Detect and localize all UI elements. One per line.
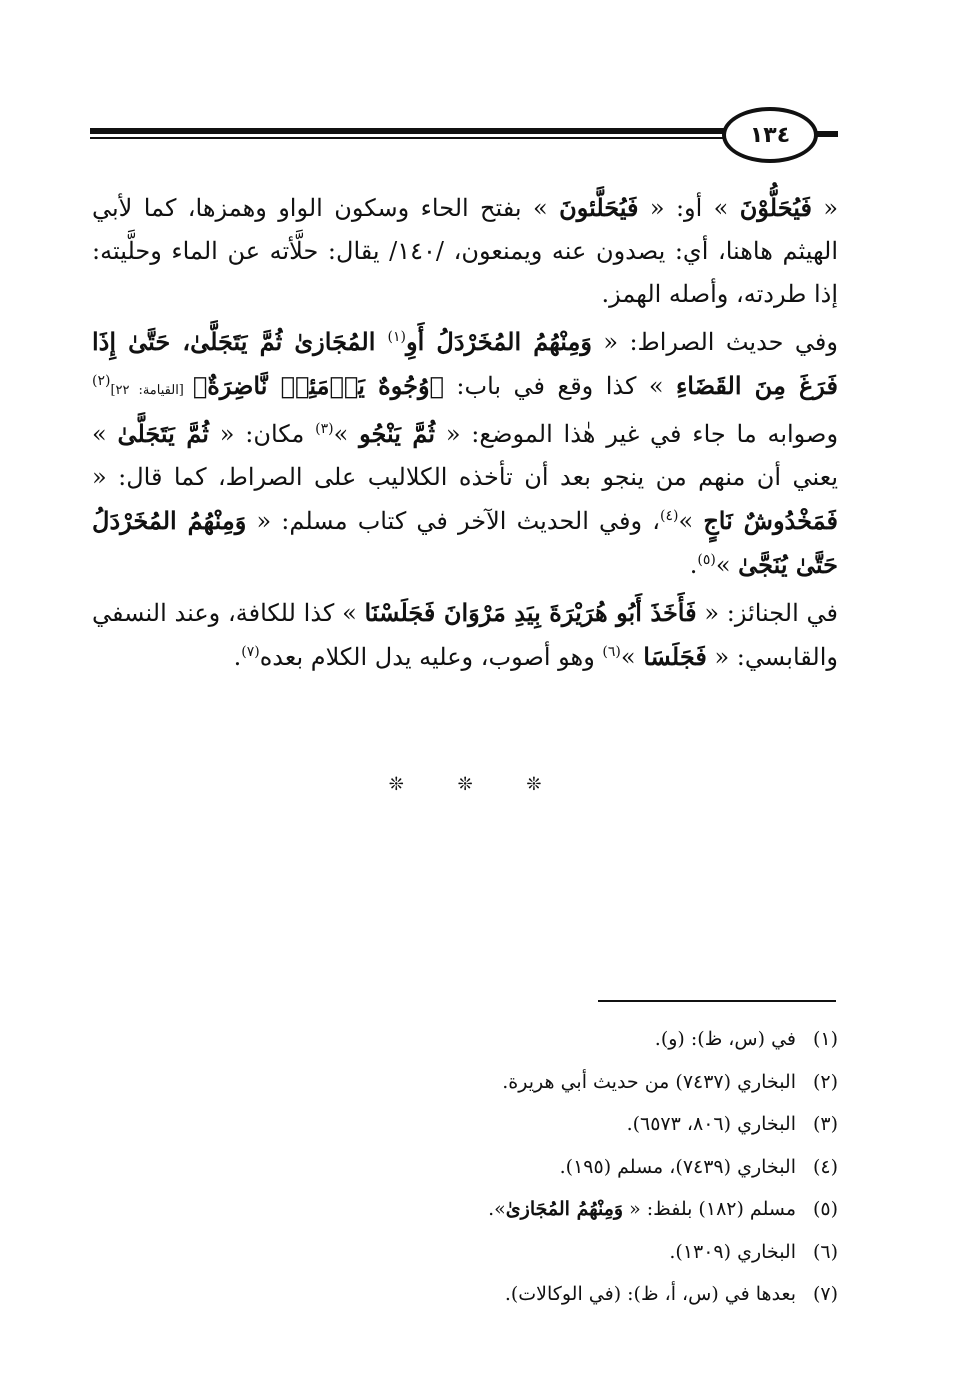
footnote-number: (٢) (812, 1070, 838, 1093)
footnote-item (92, 1231, 838, 1274)
footnote-ref[interactable]: (٢) (92, 373, 111, 389)
footnote-ref[interactable]: (٧) (241, 644, 260, 660)
page-number: ١٣٤ (722, 107, 818, 163)
paragraph-1: « فَيُحَلُّوْنَ » أو: « فَيُحَلَّئونَ » بفتح الحاء وسكون الواو وهمزها، كما لأبي الهيثم هاهنا، أي: يصدون عنه ويمنعون، /١٤٠/ يقال: حلَّأته عن الماء وحلَّيته: إذا طردته، وأصله الهمز. (92, 193, 839, 308)
hadith-quote: فَجَلَسَا (643, 642, 707, 671)
footnote-item (92, 1146, 838, 1189)
footnote-text: البخاري (١٣٠٩). (669, 1240, 796, 1263)
verse-citation: [القيامة: ٢٢] (110, 383, 193, 398)
footnote-item (92, 1018, 838, 1061)
footnote-ref[interactable]: (٥) (697, 552, 716, 568)
footnote-item (92, 1061, 838, 1104)
footnote-ref[interactable]: (٦) (602, 644, 621, 660)
header-rule (90, 128, 730, 140)
footnote-number: (٥) (812, 1198, 838, 1220)
footnote-ref[interactable]: (١) (387, 329, 407, 345)
section-separator: ❊ ❊ ❊ (388, 774, 566, 795)
footnote-number: (٣) (812, 1113, 838, 1135)
footnote-item (92, 1273, 838, 1316)
paragraph-2: وفي حديث الصراط: « وَمِنْهُمُ المُخَرْدَلُ أَوِ$^{(١)}$ المُجَازىٰ ثُمَّ يَتَجَلَّىٰ، حَتَّىٰ إِذَا فَرَغَ مِنَ القَضَاءِ » كذا وقع في باب: ﴿وُجُوهٌ يَوۡمَئِذٖ نَّاضِرَةٌ﴾ [القيامة: ٢٢]$^{(٢)}$ وصوابه ما جاء في غير هٰذا الموضع: « ثُمَّ يَنْجُو »$^{(٣)}$ مكان: « ثُمَّ يَتَجَلَّىٰ » يعني أن منهم من ينجو بعد أن تأخذه الكلاليب على الصراط، كما قال: « فَمَخْدُوشٌ نَاجٍ »$^{(٤)}$، وفي الحديث الآخر في كتاب مسلم: « وَمِنْهُمُ المُخَرْدَلُ حَتَّىٰ يُنَجَّىٰ »$^{(٥)}$. (92, 327, 839, 579)
footnote-text: البخاري (٧٤٣٩)، مسلم (١٩٥). (559, 1155, 796, 1178)
footnote-quote: وَمِنْهُمُ المُجَازىٰ (505, 1198, 624, 1220)
footnote-text: مسلم (١٨٢) بلفظ: « (623, 1198, 796, 1220)
hadith-word: فَيُحَلُّوْنَ (739, 193, 812, 222)
hadith-quote: وَمِنْهُمُ المُخَرْدَلُ حَتَّىٰ يُنَجَّىٰ (92, 506, 838, 579)
footnote-number: (٦) (812, 1240, 838, 1263)
footnote-ref[interactable]: (٣) (315, 421, 334, 437)
footnote-number: (١) (812, 1028, 838, 1050)
hadith-quote: ثُمَّ يَنْجُو (359, 419, 436, 448)
hadith-quote: وَمِنْهُمُ المُخَرْدَلُ أَوِ (406, 327, 592, 356)
footnote-text: البخاري (٧٤٣٧) من حديث أبي هريرة. (502, 1070, 796, 1093)
footnote-number: (٧) (812, 1283, 838, 1305)
hadith-quote: فَمَخْدُوشٌ نَاجٍ (703, 506, 838, 535)
footnote-ref[interactable]: (٤) (660, 508, 679, 524)
footnote-divider (598, 1000, 836, 1002)
hadith-quote: ثُمَّ يَتَجَلَّىٰ (117, 419, 209, 448)
footnote-text: بعدها في (س، أ، ظ): (في الوكالات). (504, 1283, 796, 1305)
footnote-item (92, 1103, 838, 1146)
hadith-quote: المُجَازىٰ ثُمَّ يَتَجَلَّىٰ، حَتَّىٰ إِذَا فَرَغَ مِنَ القَضَاءِ (92, 327, 838, 400)
quran-verse: ﴿وُجُوهٌ يَوۡمَئِذٖ نَّاضِرَةٌ﴾ (192, 371, 444, 400)
footnote-number: (٤) (812, 1155, 838, 1178)
paragraph-3: في الجنائز: « فَأَخَذَ أَبُو هُرَيْرَةَ بِيَدِ مَرْوَانَ فَجَلَسْنَا » كذا للكافة، وعند النسفي والقابسي: « فَجَلَسَا »$^{(٦)}$ وهو أصوب، وعليه يدل الكلام بعده$^{(٧)}$. (92, 598, 838, 671)
footnote-text: البخاري (٨٠٦، ٦٥٧٣). (626, 1113, 796, 1135)
hadith-word: فَيُحَلَّئونَ (559, 193, 639, 222)
main-text (92, 186, 838, 679)
footnote-item: (٥)مسلم (١٨٢) بلفظ: « وَمِنْهُمُ المُجَازىٰ». (92, 1188, 838, 1231)
footnote-text: في (س، ظ): (و). (654, 1028, 796, 1050)
hadith-quote: فَأَخَذَ أَبُو هُرَيْرَةَ بِيَدِ مَرْوَانَ فَجَلَسْنَا (364, 598, 697, 627)
footnotes (92, 1018, 838, 1316)
